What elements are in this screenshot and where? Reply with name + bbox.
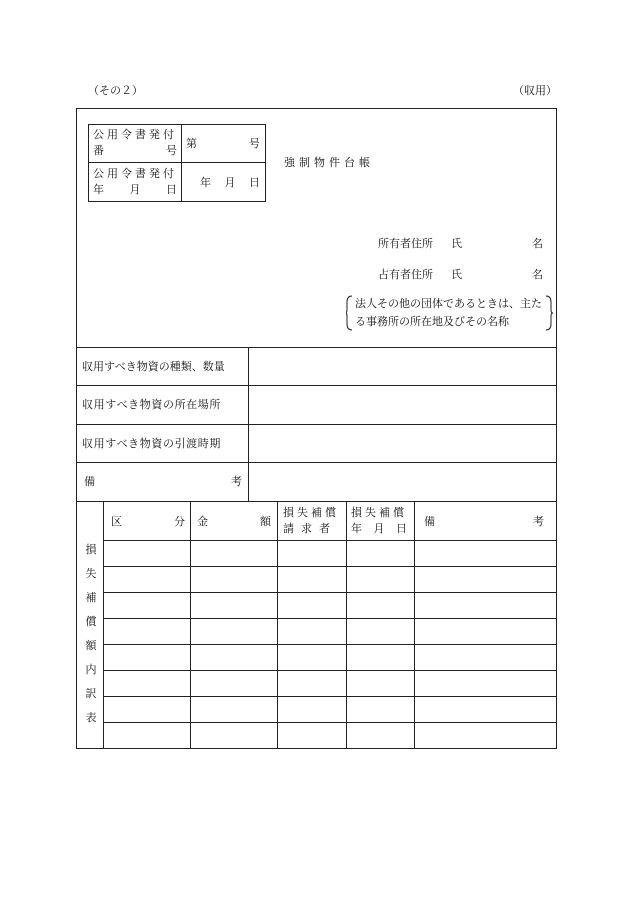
owner-address-label: 所有者住所 xyxy=(378,237,433,250)
corporation-note-line1: 法人その他の団体であるときは、主た xyxy=(355,297,542,310)
form-variant-label: （その２） xyxy=(88,84,143,97)
corporation-note-line2: る事務所の所在地及びその名称 xyxy=(355,315,509,328)
form-type-label: （収用） xyxy=(513,84,557,97)
order-date-label-line2: 年 月 日 xyxy=(93,183,177,196)
col-header-category: 区 分 xyxy=(111,515,185,528)
compensation-side-label: 損 失 補 償 額 内 訳 表 xyxy=(85,543,97,724)
remarks-label: 備 考 xyxy=(84,475,242,488)
form-title: 強制物件台帳 xyxy=(284,156,374,169)
col-header-date: 損失補償 xyxy=(351,506,407,519)
goods-type-quantity-label: 収用すべき物資の種類、数量 xyxy=(82,360,225,373)
order-date-value: 年 月 日 xyxy=(200,176,260,189)
owner-name-label-a: 氏 xyxy=(451,237,462,250)
order-date-label: 公用令書発付 xyxy=(93,167,177,180)
occupant-address-label: 占有者住所 xyxy=(378,268,433,281)
col-header-claimant-line2: 請求者 xyxy=(283,522,337,535)
order-number-value: 第 号 xyxy=(186,137,260,150)
occupant-name-label-a: 氏 xyxy=(451,268,462,281)
ledger-form-frame xyxy=(76,108,557,749)
col-header-date-line2: 年 月 日 xyxy=(351,522,407,535)
col-header-remarks: 備 考 xyxy=(424,515,544,528)
col-header-amount: 金 額 xyxy=(197,515,271,528)
order-number-label: 公用令書発付 xyxy=(93,128,177,141)
goods-location-label: 収用すべき物資の所在場所 xyxy=(82,398,221,411)
goods-delivery-time-label: 収用すべき物資の引渡時期 xyxy=(82,437,221,450)
col-header-claimant: 損失補償 xyxy=(283,506,339,519)
owner-name-label-b: 名 xyxy=(532,237,543,250)
order-number-label-line2: 番 号 xyxy=(93,144,177,157)
occupant-name-label-b: 名 xyxy=(532,268,543,281)
